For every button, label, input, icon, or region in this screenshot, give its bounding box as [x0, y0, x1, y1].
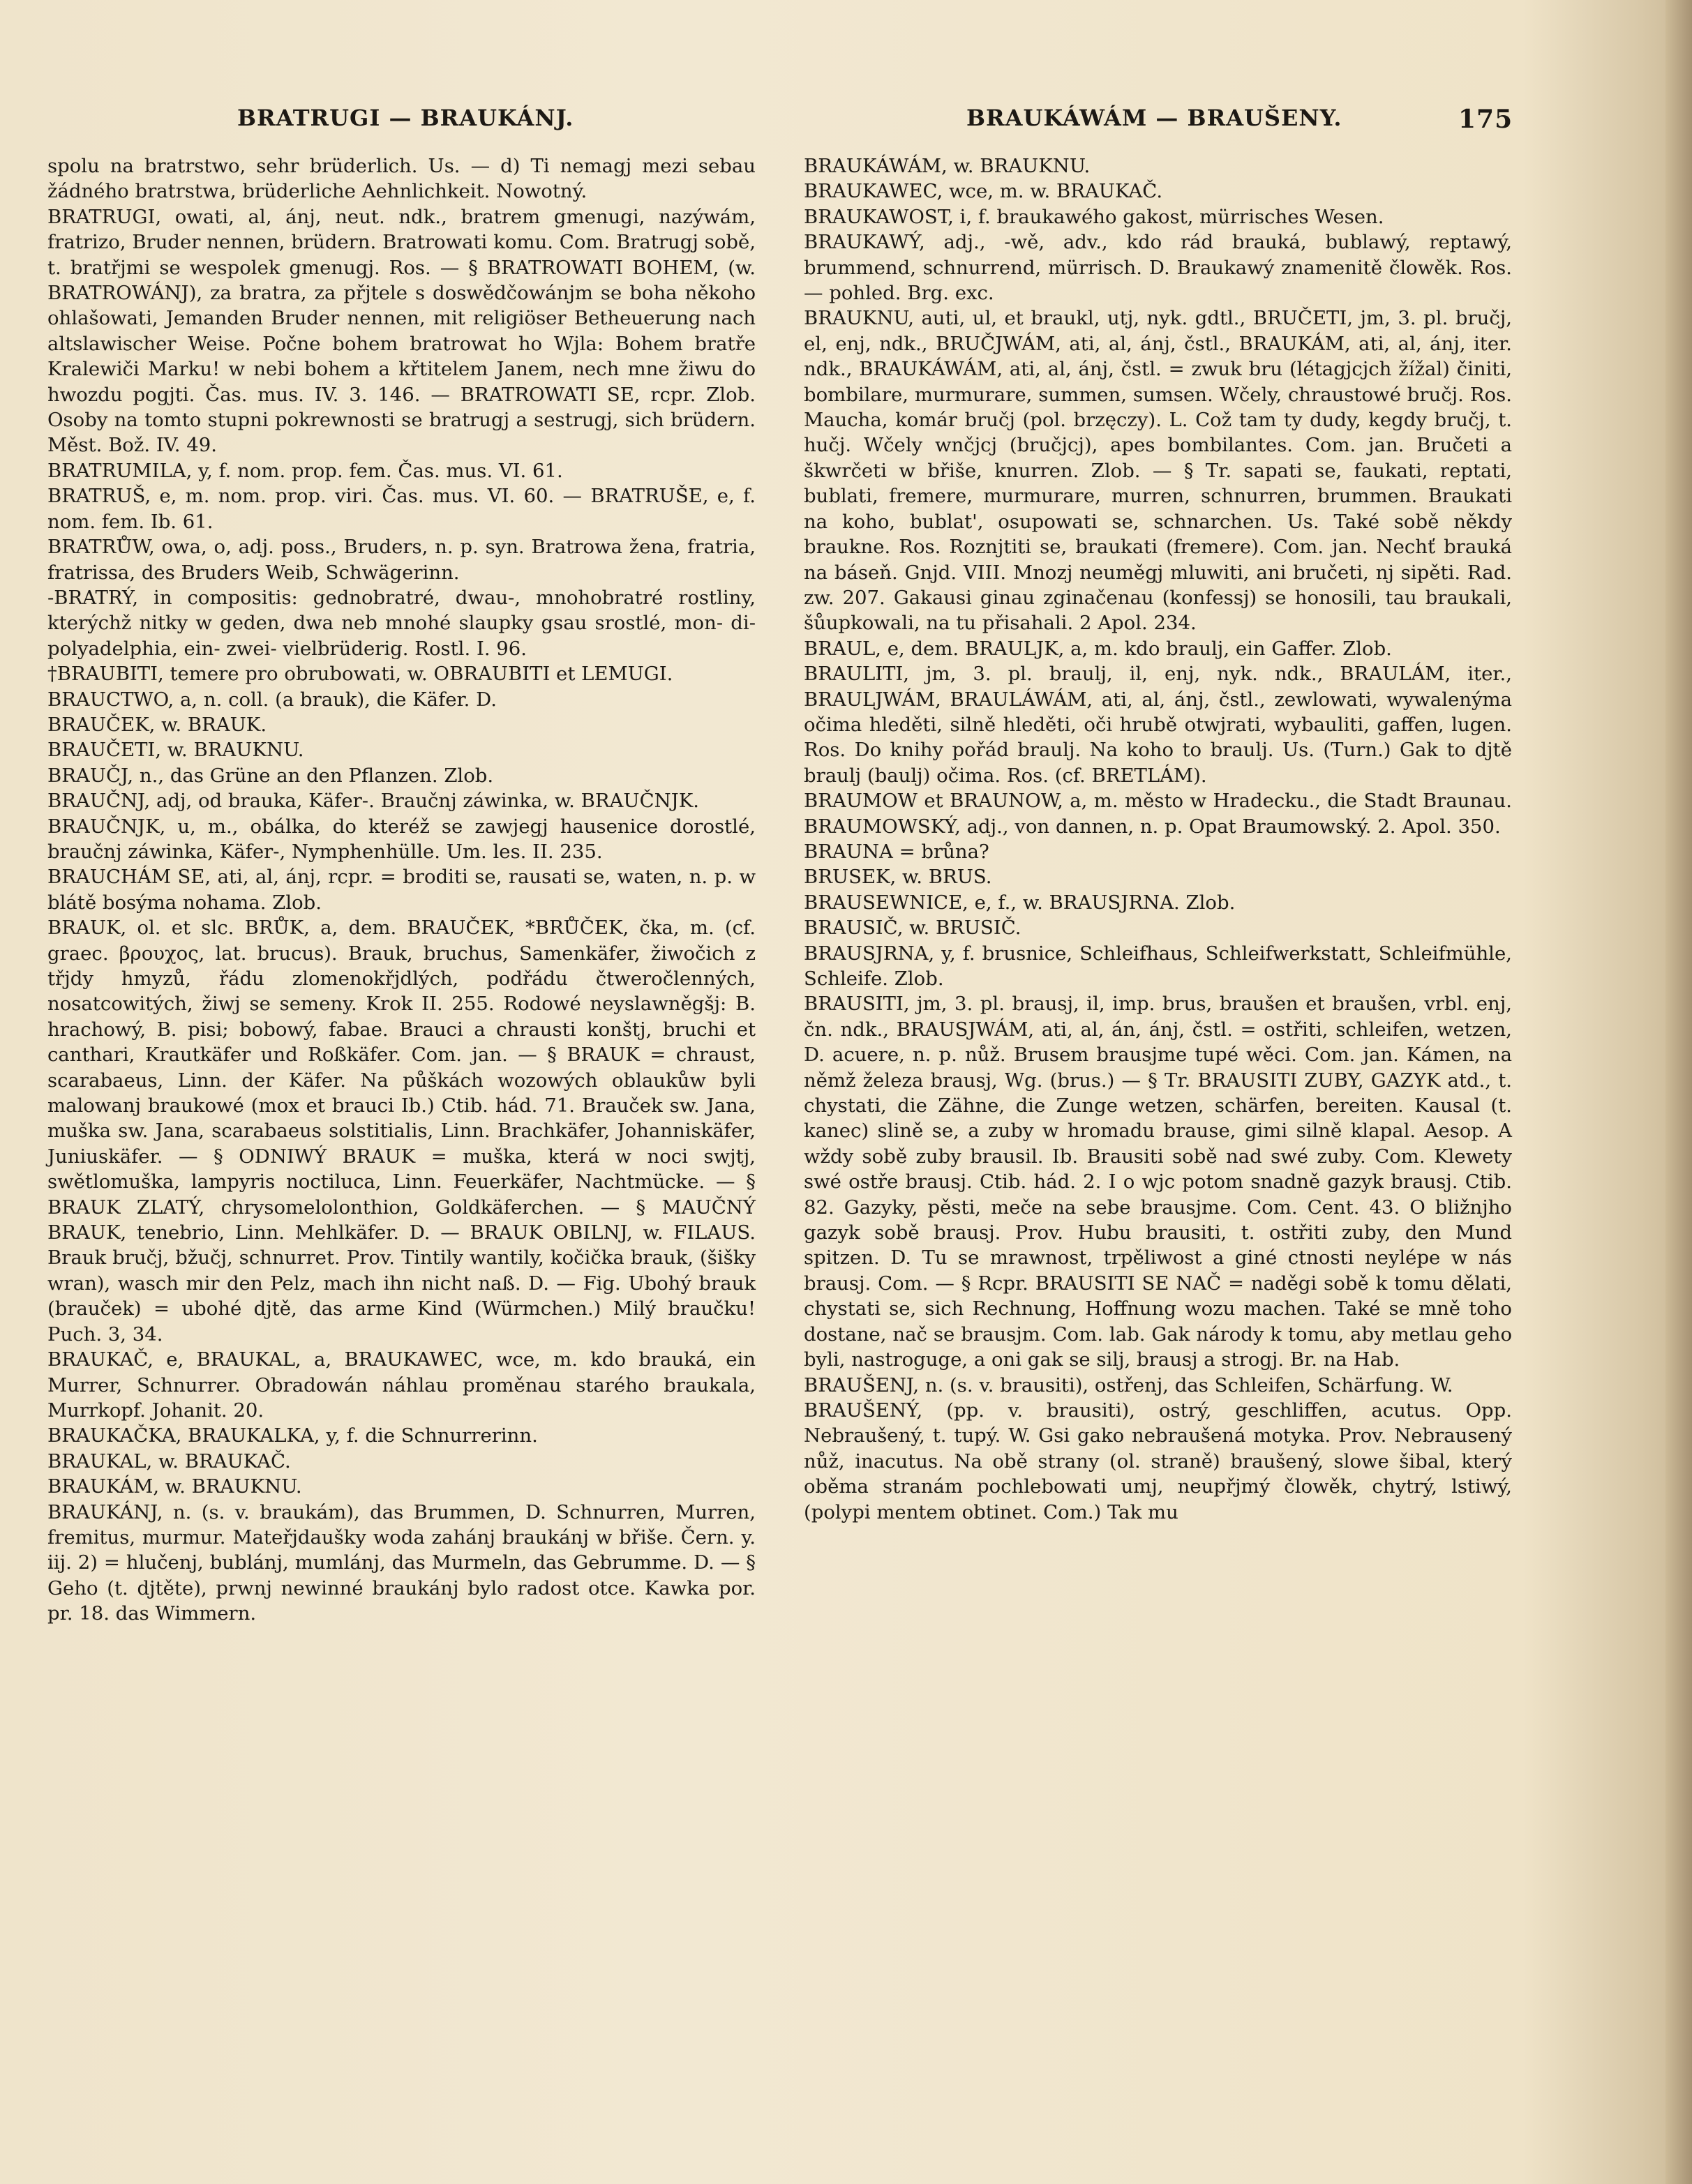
- entry-paragraph: BRAUKAČ, e, BRAUKAL, a, BRAUKAWEC, wce, m. kdo brauká, ein Murrer, Schnurrer. Obradowán náhlau proměnau starého braukala, Murrkopf. Johanit. 20.: [47, 1348, 756, 1422]
- entry-paragraph: BRAUKÁNJ, n. (s. v. braukám), das Brummen, D. Schnurren, Murren, fremitus, murmur. Mateřjdaušky woda zahánj braukánj w břiše. Čern. y. iij. 2) = hlučenj, bublánj, mumlánj, das Murmeln, das Gebrumme. D. — § Geho (t. djtěte), prwnj newinné braukánj bylo radost otce. Kawka por. pr. 18. das Wimmern.: [47, 1500, 756, 1625]
- entry-paragraph: BRAUNA = brůna?: [804, 840, 989, 863]
- entry-paragraph: BRAUKAL, w. BRAUKAČ.: [47, 1449, 291, 1473]
- entry-paragraph: BRAUKAWEC, wce, m. w. BRAUKAČ.: [804, 180, 1163, 203]
- entry-paragraph: -BRATRÝ, in compositis: gednobratré, dwau-, mnohobratré rostliny, kterýchž nitky w geden, dwa neb mnohé slaupky gsau srostlé, mon- di- polyadelphia, ein- zwei- vielbrüderig. Rostl. I. 96.: [47, 586, 756, 660]
- entry-paragraph: BRAUČJ, n., das Grüne an den Pflanzen. Zlob.: [47, 764, 494, 787]
- entry-paragraph: BRAUŠENÝ, (pp. v. brausiti), ostrý, geschliffen, acutus. Opp. Nebraušený, t. tupý. W. Gsi gako nebraušená motyka. Prov. Nebrausený nůž, inacutus. Na obě strany (ol. straně) braušený, slowe šibal, který oběma stranám pochlebowati umj, neupřjmý člowěk, chytrý, lstiwý, (polypi mentem obtinet. Com.) Tak mu: [804, 1399, 1512, 1523]
- entry-paragraph: BRATRUŠ, e, m. nom. prop. viri. Čas. mus. VI. 60. — BRATRUŠE, e, f. nom. fem. Ib. 61.: [47, 485, 756, 533]
- entry-paragraph: BRAUČEK, w. BRAUK.: [47, 713, 267, 736]
- entry-paragraph: BRAULITI, jm, 3. pl. braulj, il, enj, nyk. ndk., BRAULÁM, iter., BRAULJWÁM, BRAULÁWÁM, ati, al, ánj, čstl., zewlowati, wywalenýma očima hleděti, silně hleděti, oči hrubě otwjrati, wybauliti, gaffen, lugen. Ros. Do knihy pořád braulj. Na koho to braulj. Us. (Turn.) Gak to djtě braulj (baulj) očima. Ros. (cf. BRETLÁM).: [804, 663, 1512, 787]
- entry-paragraph: BRAUČNJK, u, m., obálka, do kteréž se zawjegj hausenice dorostlé, braučnj záwinka, Käfer-, Nymphenhülle. Um. les. II. 235.: [47, 815, 756, 863]
- entry-paragraph: BRUSEK, w. BRUS.: [804, 866, 992, 889]
- entry-paragraph: BRAUMOW et BRAUNOW, a, m. město w Hradecku., die Stadt Braunau. BRAUMOWSKÝ, adj., von dannen, n. p. Opat Braumowský. 2. Apol. 350.: [804, 790, 1512, 838]
- entry-paragraph: BRATRUGI, owati, al, ánj, neut. ndk., bratrem gmenugi, nazýwám, fratrizo, Bruder nennen, brüdern. Bratrowati komu. Com. Bratrugj sobě, t. bratřjmi se wespolek gmenugj. Ros. — § BRATROWATI BOHEM, (w. BRATROWÁNJ), za bratra, za přjtele s doswědčowánjm se boha někoho ohlašowati, Jemanden Bruder nennen, mit religiöser Betheuerung nach altslawischer Weise. Počne bohem bratrowat ho Wjla: Bohem bratře Kralewiči Marku! w nebi bohem a křtitelem Janem, nech mne žiwu do hwozdu pogjti. Čas. mus. IV. 3. 146. — BRATROWATI SE, rcpr. Zlob. Osoby na tomto stupni pokrewnosti se bratrugj a sestrugj, sich brüdern. Měst. Bož. IV. 49.: [47, 205, 756, 457]
- entry-paragraph: BRAUSIČ, w. BRUSIČ.: [804, 917, 1021, 940]
- entry-paragraph: BRAUK, ol. et slc. BRŮK, a, dem. BRAUČEK, *BRŮČEK, čka, m. (cf. graec. βρουχος, lat. brucus). Brauk, bruchus, Samenkäfer, žiwočich z třjdy hmyzů, řádu zlomenokřjdlých, podřádu čtweročlenných, nosatcowitých, žiwj se semeny. Krok II. 255. Rodowé neyslawněgšj: B. hrachowý, B. pisi; bobowý, fabae. Brauci a chrausti konštj, bruchi et canthari, Krautkäfer und Roßkäfer. Com. jan. — § BRAUK = chraust, scarabaeus, Linn. der Käfer. Na půškách wozowých oblaukůw byli malowanj braukowé (mox et brauci Ib.) Ctib. hád. 71. Brauček sw. Jana, muška sw. Jana, scarabaeus solstitialis, Linn. Brachkäfer, Johanniskäfer, Juniuskäfer. — § ODNIWÝ BRAUK = muška, která w noci swjtj, swětlomuška, lampyris noctiluca, Linn. Feuerkäfer, Nachtmücke. — § BRAUK ZLATÝ, chrysomelolonthion, Goldkäferchen. — § MAUČNÝ BRAUK, tenebrio, Linn. Mehlkäfer. D. — BRAUK OBILNJ, w. FILAUS. Brauk bručj, bžučj, schnurret. Prov. Tintily wantily, kočička brauk, (šišky wran), wasch mir den Pelz, mach ihn nicht naß. D. — Fig. Ubohý brauk (brauček) = ubohé djtě, das arme Kind (Würmchen.) Milý braučku! Puch. 3, 34.: [47, 917, 756, 1346]
- entry-paragraph: BRAUKAČKA, BRAUKALKA, y, f. die Schnurrerinn.: [47, 1424, 538, 1447]
- entry-paragraph: BRATRŮW, owa, o, adj. poss., Bruders, n. p. syn. Bratrowa žena, fratria, fratrissa, des Bruders Weib, Schwägerinn.: [47, 536, 756, 584]
- page-edge: [1665, 0, 1692, 2184]
- entry-paragraph: BRAUSITI, jm, 3. pl. brausj, il, imp. brus, braušen et braušen, vrbl. enj, čn. ndk., BRAUSJWÁM, ati, al, án, ánj, čstl. = ostřiti, schleifen, wetzen, D. acuere, n. p. nůž. Brusem brausjme tupé wěci. Com. jan. Kámen, na němž železa brausj, Wg. (brus.) — § Tr. BRAUSITI ZUBY, GAZYK atd., t. chystati, die Zähne, die Zunge wetzen, schärfen, bereiten. Kausal (t. kanec) slině se, a zuby w hromadu brause, gimi silně klapal. Aesop. A wždy sobě zuby brausil. Ib. Brausiti sobě nad swé zuby. Com. Klewety swé ostře brausj. Ctib. hád. 2. I o wjc potom snadně gazyk brausj. Ctib. 82. Gazyky, pěsti, meče na sebe brausjme. Com. Cent. 43. O bližnjho gazyk sobě brausj. Prov. Hubu brausiti, t. ostřiti zuby, den Mund spitzen. D. Tu se mrawnost, trpěliwost a giné ctnosti neylépe w nás brausj. Com. — § Rcpr. BRAUSITI SE NAČ = naděgi sobě k tomu dělati, chystati se, sich Rechnung, Hoffnung wozu machen. Také se mně toho dostane, nač se brausjm. Com. lab. Gak národy k tomu, aby metlau geho byli, nastroguge, a oni gak se silj, brausj a strogj. Br. na Hab.: [804, 993, 1512, 1371]
- right-running-head: BRAUKÁWÁM — BRAUŠENY.: [966, 105, 1342, 131]
- entry-paragraph: BRAUŠENJ, n. (s. v. brausiti), ostřenj, das Schleifen, Schärfung. W.: [804, 1373, 1453, 1396]
- entry-paragraph: BRAUCHÁM SE, ati, al, ánj, rcpr. = broditi se, rausati se, waten, n. p. w blátě bosýma nohama. Zlob.: [47, 866, 756, 914]
- entry-paragraph: BRAUKÁM, w. BRAUKNU.: [47, 1475, 302, 1498]
- entry-paragraph: BRAUL, e, dem. BRAULJK, a, m. kdo braulj, ein Gaffer. Zlob.: [804, 637, 1392, 660]
- left-running-head: BRATRUGI — BRAUKÁNJ.: [237, 105, 574, 131]
- entry-paragraph: BRAUCTWO, a, n. coll. (a brauk), die Käfer. D.: [47, 688, 497, 711]
- left-column: [47, 153, 756, 1627]
- entry-paragraph: BRAUČETI, w. BRAUKNU.: [47, 739, 304, 762]
- entry-paragraph: spolu na bratrstwo, sehr brüderlich. Us. — d) Ti nemagj mezi sebau žádného bratrstwa, brüderliche Aehnlichkeit. Nowotný.: [47, 155, 756, 203]
- entry-paragraph: BRAUČNJ, adj, od brauka, Käfer-. Braučnj záwinka, w. BRAUČNJK.: [47, 790, 700, 813]
- entry-paragraph: BRAUSJRNA, y, f. brusnice, Schleifhaus, Schleifwerkstatt, Schleifmühle, Schleife. Zlob.: [804, 942, 1512, 990]
- page-number: 175: [1458, 105, 1513, 134]
- entry-paragraph: BRAUKAWOST, i, f. braukawého gakost, mürrisches Wesen.: [804, 205, 1384, 228]
- entry-paragraph: BRATRUMILA, y, f. nom. prop. fem. Čas. mus. VI. 61.: [47, 459, 563, 482]
- right-column: [804, 153, 1512, 1525]
- entry-paragraph: BRAUKAWÝ, adj., -wě, adv., kdo rád brauká, bublawý, reptawý, brummend, schnurrend, mürrisch. D. Braukawý znamenitě člowěk. Ros. — pohled. Brg. exc.: [804, 231, 1512, 305]
- entry-paragraph: †BRAUBITI, temere pro obrubowati, w. OBRAUBITI et LEMUGI.: [47, 663, 673, 686]
- entry-paragraph: BRAUKNU, auti, ul, et braukl, utj, nyk. gdtl., BRUČETI, jm, 3. pl. bručj, el, enj, ndk., BRUČJWÁM, ati, al, ánj, čstl., BRAUKÁM, ati, al, ánj, iter. ndk., BRAUKÁWÁM, ati, al, ánj, čstl. = zwuk bru (létagjcjch žížal) činiti, bombilare, murmurare, summen, sumsen. Wčely, chraustowé bručj. Ros. Maucha, komár bručj (pol. brzęczy). L. Což tam ty dudy, kegdy bručj, t. hučj. Wčely wnčjcj (bručjcj), apes bombilantes. Com. jan. Bručeti a škwrčeti w břiše, knurren. Zlob. — § Tr. sapati se, faukati, reptati, bublati, fremere, murmurare, murren, schnurren, brummen. Braukati na koho, bublat', osupowati se, schnarchen. Us. Také sobě někdy braukne. Ros. Roznjtiti se, braukati (fremere). Com. jan. Nechť brauká na báseň. Gnjd. VIII. Mnozj neuměgj mluwiti, ani bručeti, nj sipěti. Rad. zw. 207. Gakausi ginau zginačenau (konfessj) se honosili, tau braukali, šůupkowali, na tu přisahali. 2 Apol. 234.: [804, 307, 1512, 635]
- entry-paragraph: BRAUSEWNICE, e, f., w. BRAUSJRNA. Zlob.: [804, 891, 1236, 914]
- entry-paragraph: BRAUKÁWÁM, w. BRAUKNU.: [804, 155, 1091, 177]
